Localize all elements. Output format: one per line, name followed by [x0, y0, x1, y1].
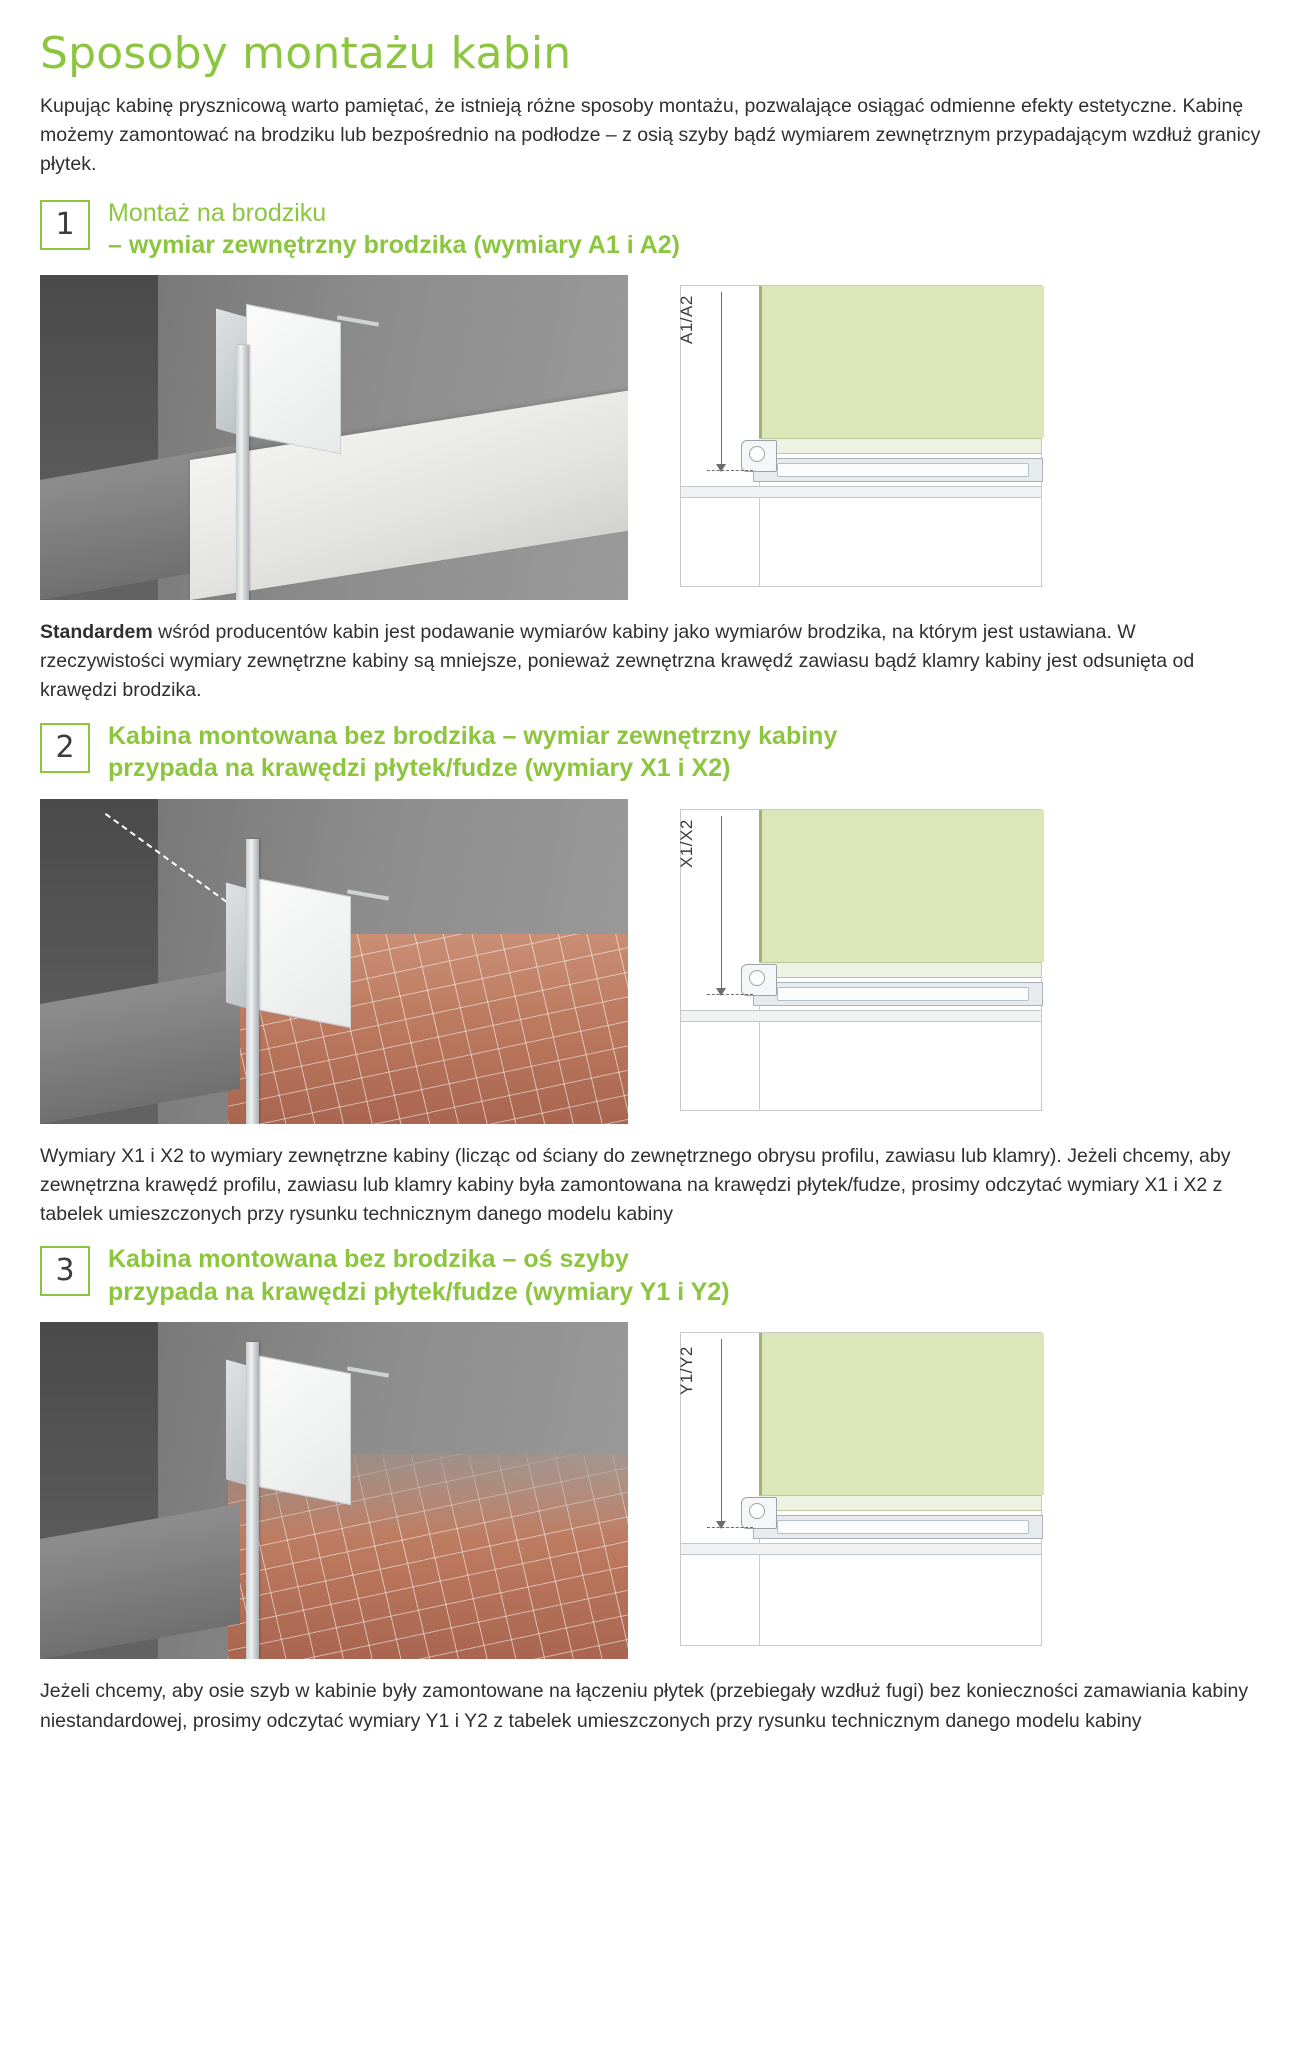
section-1-title-line2: – wymiar zewnętrzny brodzika (wymiary A1 i A2) [108, 230, 680, 259]
photo-glass-door [256, 877, 351, 1027]
section-3-title-line2: przypada na krawędzi płytek/fudze (wymiary Y1 i Y2) [108, 1277, 730, 1306]
section-3-caption [40, 1677, 1262, 1736]
tech-base-line [681, 1543, 1041, 1555]
section-2-dimension-label: X1/X2 [677, 818, 696, 868]
photo-wall-profile [246, 839, 259, 1124]
photo-wall-profile [246, 1342, 259, 1659]
tech-frame [677, 285, 1042, 587]
section-2-title-line2: przypada na krawędzi płytek/fudze (wymiary X1 i X2) [108, 754, 731, 783]
tech-dimension-tick [707, 470, 753, 471]
tech-glass-panel [759, 810, 1044, 962]
tech-glass-panel [759, 1333, 1044, 1495]
tech-frame [677, 1332, 1042, 1646]
section-1-caption [40, 618, 1262, 706]
tech-rail-inner [777, 987, 1029, 1001]
section-3-heading [40, 1243, 1262, 1308]
tech-dimension-line [721, 1339, 722, 1527]
section-2-photo-tiled-floor [40, 799, 628, 1124]
section-2-caption [40, 1142, 1262, 1230]
section-1 [40, 197, 1262, 706]
tech-profile-pivot-icon [749, 446, 765, 462]
section-2-title-line1: Kabina montowana bez brodzika – wymiar zewnętrzny kabiny [108, 721, 838, 750]
tech-dimension-line [721, 816, 722, 994]
section-1-figures [40, 275, 1262, 600]
section-3-titles [108, 1243, 730, 1308]
photo-glass-door [246, 304, 341, 454]
section-1-title-line1: Montaż na brodziku [108, 198, 327, 227]
tech-profile-pivot-icon [749, 970, 765, 986]
section-3-photo-axis-alignment [40, 1322, 628, 1659]
page-title: Sposoby montażu kabin [40, 28, 572, 79]
section-2-figures [40, 799, 1262, 1124]
tech-frame [677, 809, 1042, 1111]
photo-wall-profile [236, 345, 249, 600]
section-1-heading [40, 197, 1262, 261]
tech-glass-strip [759, 962, 1041, 978]
tech-glass-panel [759, 286, 1044, 438]
section-3 [40, 1243, 1262, 1736]
tech-base-line [681, 1010, 1041, 1022]
section-2-caption-text: Wymiary X1 i X2 to wymiary zewnętrzne kabiny (licząc od ściany do zewnętrznego obrysu profilu, zawiasu lub klamry). Jeżeli chcemy, aby zewnętrzna krawędź profilu, zawiasu lub klamry kabiny była zamontowana na krawędzi płytek/fudze, prosimy odczytać wymiary X1 i X2 z tabelek umieszczonych przy rysunku technicznym danego modelu kabiny [40, 1144, 1231, 1226]
tech-dimension-line [721, 292, 722, 470]
tech-dimension-tick [707, 1527, 753, 1528]
section-1-caption-text: wśród producentów kabin jest podawanie wymiarów kabiny jako wymiarów brodzika, na którym jest ustawiana. W rzeczywistości wymiary zewnętrzne kabiny są mniejsze, ponieważ zewnętrzna krawędź zawiasu bądź klamry kabiny jest odsunięta od krawędzi brodzika. [40, 620, 1195, 702]
section-1-number: 1 [40, 200, 90, 250]
section-3-figures [40, 1322, 1262, 1659]
section-3-caption-text: Jeżeli chcemy, aby osie szyb w kabinie były zamontowane na łączeniu płytek (przebiegały wzdłuż fugi) bez konieczności zamawiania kabiny niestandardowej, prosimy odczytać wymiary Y1 i Y2 z tabelek umieszczonych przy rysunku technicznym danego modelu kabiny [40, 1680, 1249, 1732]
section-3-number: 3 [40, 1246, 90, 1296]
section-3-title-line1: Kabina montowana bez brodzika – oś szyby [108, 1245, 629, 1274]
tech-dimension-tick [707, 994, 753, 995]
tech-glass-strip [759, 438, 1041, 454]
section-1-caption-bold: Standardem [40, 620, 153, 643]
section-2-number: 2 [40, 723, 90, 773]
section-2-titles [108, 720, 837, 785]
section-2 [40, 720, 1262, 1230]
section-1-titles [108, 197, 680, 261]
section-1-dimension-label: A1/A2 [677, 295, 696, 344]
section-2-heading [40, 720, 1262, 785]
photo-glass-door [256, 1355, 351, 1505]
section-1-photo-shower-tray [40, 275, 628, 600]
tech-rail-inner [777, 463, 1029, 477]
intro-paragraph: Kupując kabinę prysznicową warto pamiętać, że istnieją różne sposoby montażu, pozwalające osiągać odmienne efekty estetyczne. Kabinę możemy zamontować na brodziku lub bezpośrednio na podłodze – z osią szyby bądź wymiarem zewnętrznym przypadającym wzdłuż granicy płytek. [40, 95, 1261, 176]
tech-rail-inner [777, 1520, 1029, 1534]
tech-base-line [681, 486, 1041, 498]
tech-glass-strip [759, 1495, 1041, 1511]
section-3-dimension-label: Y1/Y2 [677, 1346, 696, 1396]
